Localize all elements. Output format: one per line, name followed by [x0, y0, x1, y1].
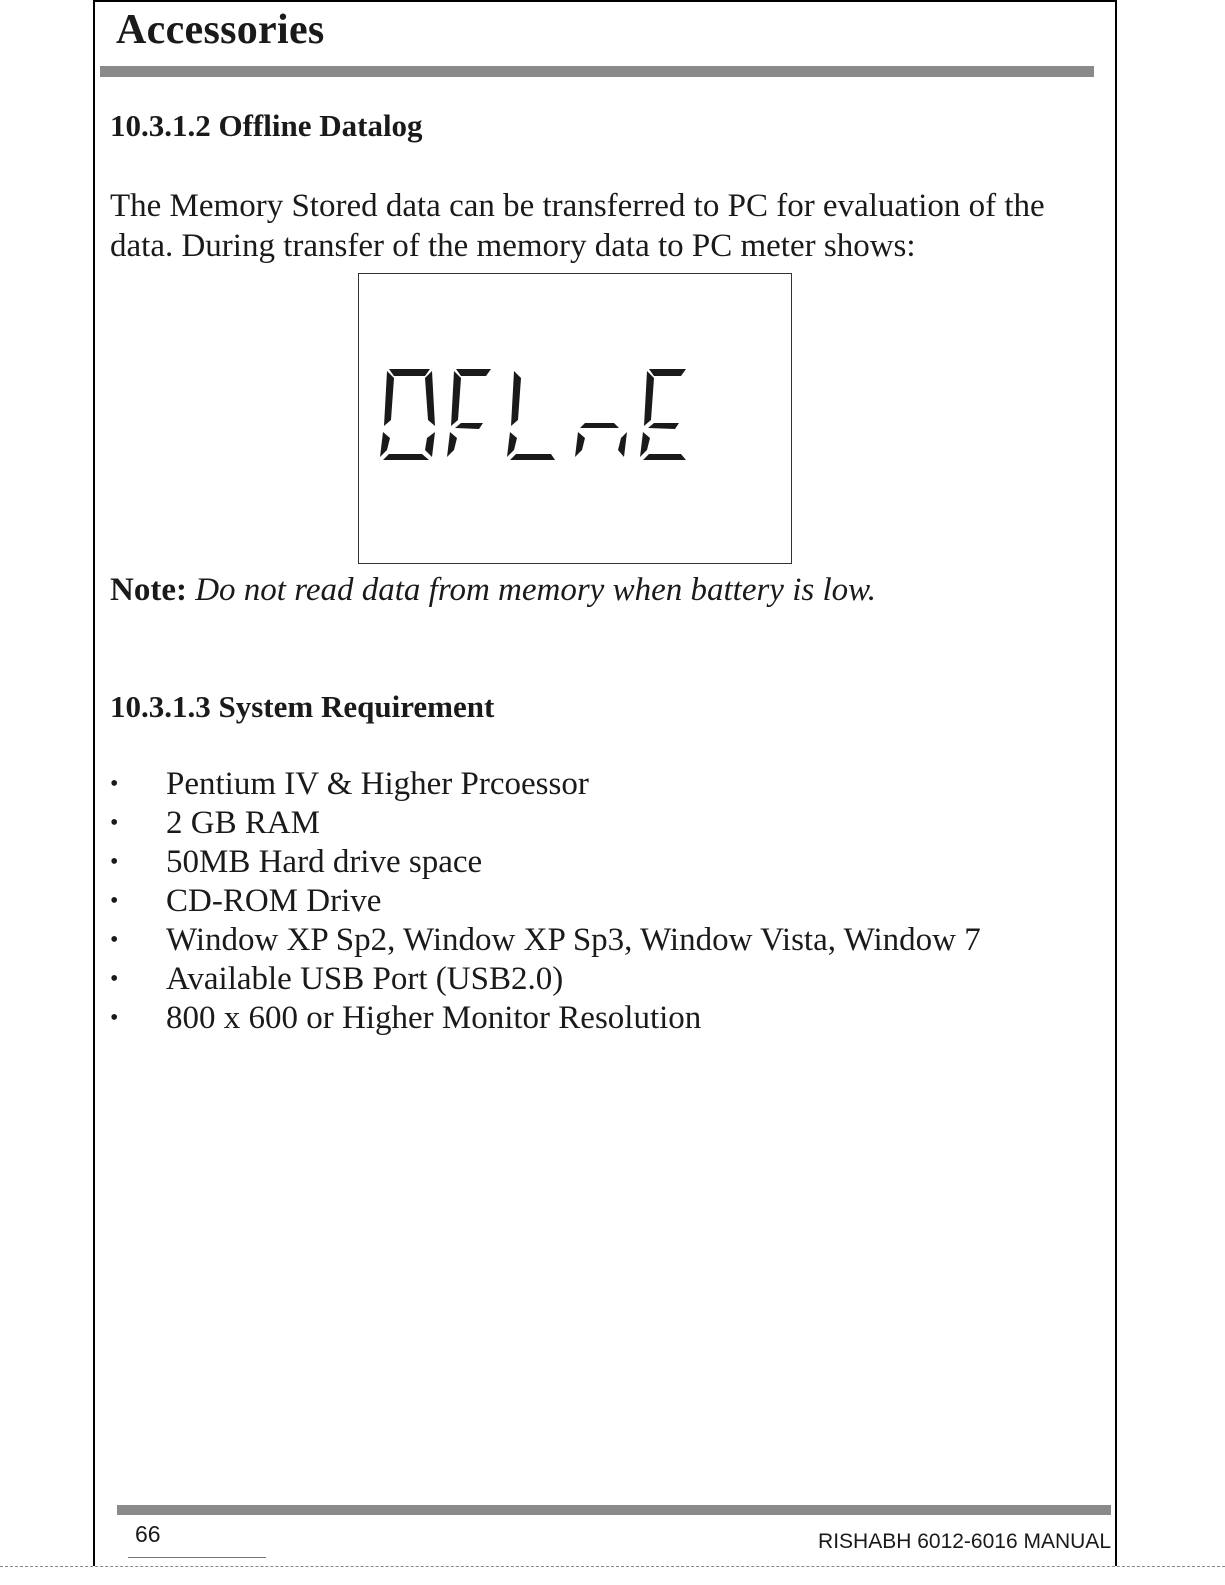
meter-display [358, 273, 792, 564]
note-text: Do not read data from memory when battery is low. [195, 572, 876, 608]
page-number: 66 [135, 1521, 161, 1547]
bullet-icon: • [110, 849, 119, 875]
note-label: Note: [110, 572, 187, 608]
system-requirement-heading: 10.3.1.3 System Requirement [110, 689, 495, 724]
bullet-icon: • [110, 966, 119, 992]
offline-datalog-heading: 10.3.1.2 Offline Datalog [110, 108, 423, 143]
display-text-OFLnE [380, 369, 686, 460]
footer-link-underline [128, 1557, 266, 1558]
page-cut-line [0, 1566, 1225, 1567]
bullet-icon: • [110, 927, 119, 953]
bullet-icon: • [110, 888, 119, 914]
footer-rule [117, 1505, 1111, 1515]
offline-paragraph-line-1: The Memory Stored data can be transferred to PC for evaluation of the [110, 188, 1045, 224]
bullet-icon: • [110, 1005, 119, 1031]
header-rule [100, 66, 1094, 77]
page-header-title: Accessories [116, 7, 325, 53]
note [110, 572, 876, 609]
offline-paragraph-line-2: data. During transfer of the memory data to PC meter shows: [110, 228, 916, 264]
manual-name: RISHABH 6012-6016 MANUAL [818, 1530, 1111, 1553]
bullet-icon: • [110, 810, 119, 836]
bullet-icon: • [110, 771, 119, 797]
seven-segment-display [359, 274, 793, 565]
